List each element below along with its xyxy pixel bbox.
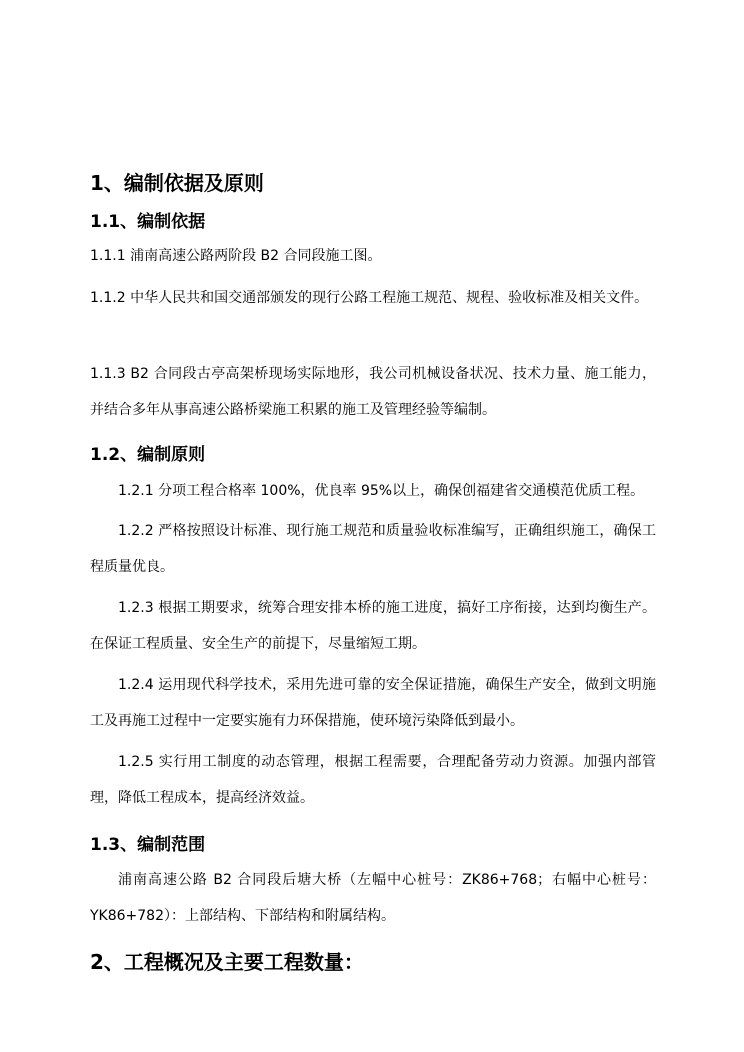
- paragraph-1-1-3: 1.1.3 B2 合同段古亭高架桥现场实际地形，我公司机械设备状况、技术力量、施工能力，并结合多年从事高速公路桥梁施工积累的施工及管理经验等编制。: [90, 366, 656, 418]
- paragraph-1-2-3: 1.2.3 根据工期要求，统筹合理安排本桥的施工进度，搞好工序衔接，达到均衡生产。在保证工程质量、安全生产的前提下，尽量缩短工期。: [90, 600, 656, 652]
- paragraph-1-1-2: 1.1.2 中华人民共和国交通部颁发的现行公路工程施工规范、规程、验收标准及相关文件。: [90, 290, 649, 306]
- paragraph-1-3: 浦南高速公路 B2 合同段后塘大桥（左幅中心桩号：ZK86+768；右幅中心桩号：YK86+782）：上部结构、下部结构和附属结构。: [90, 872, 656, 924]
- paragraph-1-1-1: 1.1.1 浦南高速公路两阶段 B2 合同段施工图。: [90, 248, 382, 264]
- section-1-title: 1、编制依据及原则: [90, 171, 264, 195]
- section-1-1-title: 1.1、编制依据: [90, 212, 206, 232]
- paragraph-1-2-1: 1.2.1 分项工程合格率 100%，优良率 95%以上，确保创福建省交通模范优质工程。: [118, 483, 645, 499]
- paragraph-1-2-2: 1.2.2 严格按照设计标准、现行施工规范和质量验收标准编写，正确组织施工，确保工程质量优良。: [90, 523, 656, 575]
- section-1-3-title: 1.3、编制范围: [90, 835, 206, 855]
- section-2-title: 2、工程概况及主要工程数量：: [90, 950, 364, 974]
- section-1-2-title: 1.2、编制原则: [90, 445, 206, 465]
- paragraph-1-2-5: 1.2.5 实行用工制度的动态管理，根据工程需要，合理配备劳动力资源。加强内部管理，降低工程成本，提高经济效益。: [90, 754, 656, 806]
- paragraph-1-2-4: 1.2.4 运用现代科学技术，采用先进可靠的安全保证措施，确保生产安全，做到文明施工及再施工过程中一定要实施有力环保措施，使环境污染降低到最小。: [90, 677, 656, 729]
